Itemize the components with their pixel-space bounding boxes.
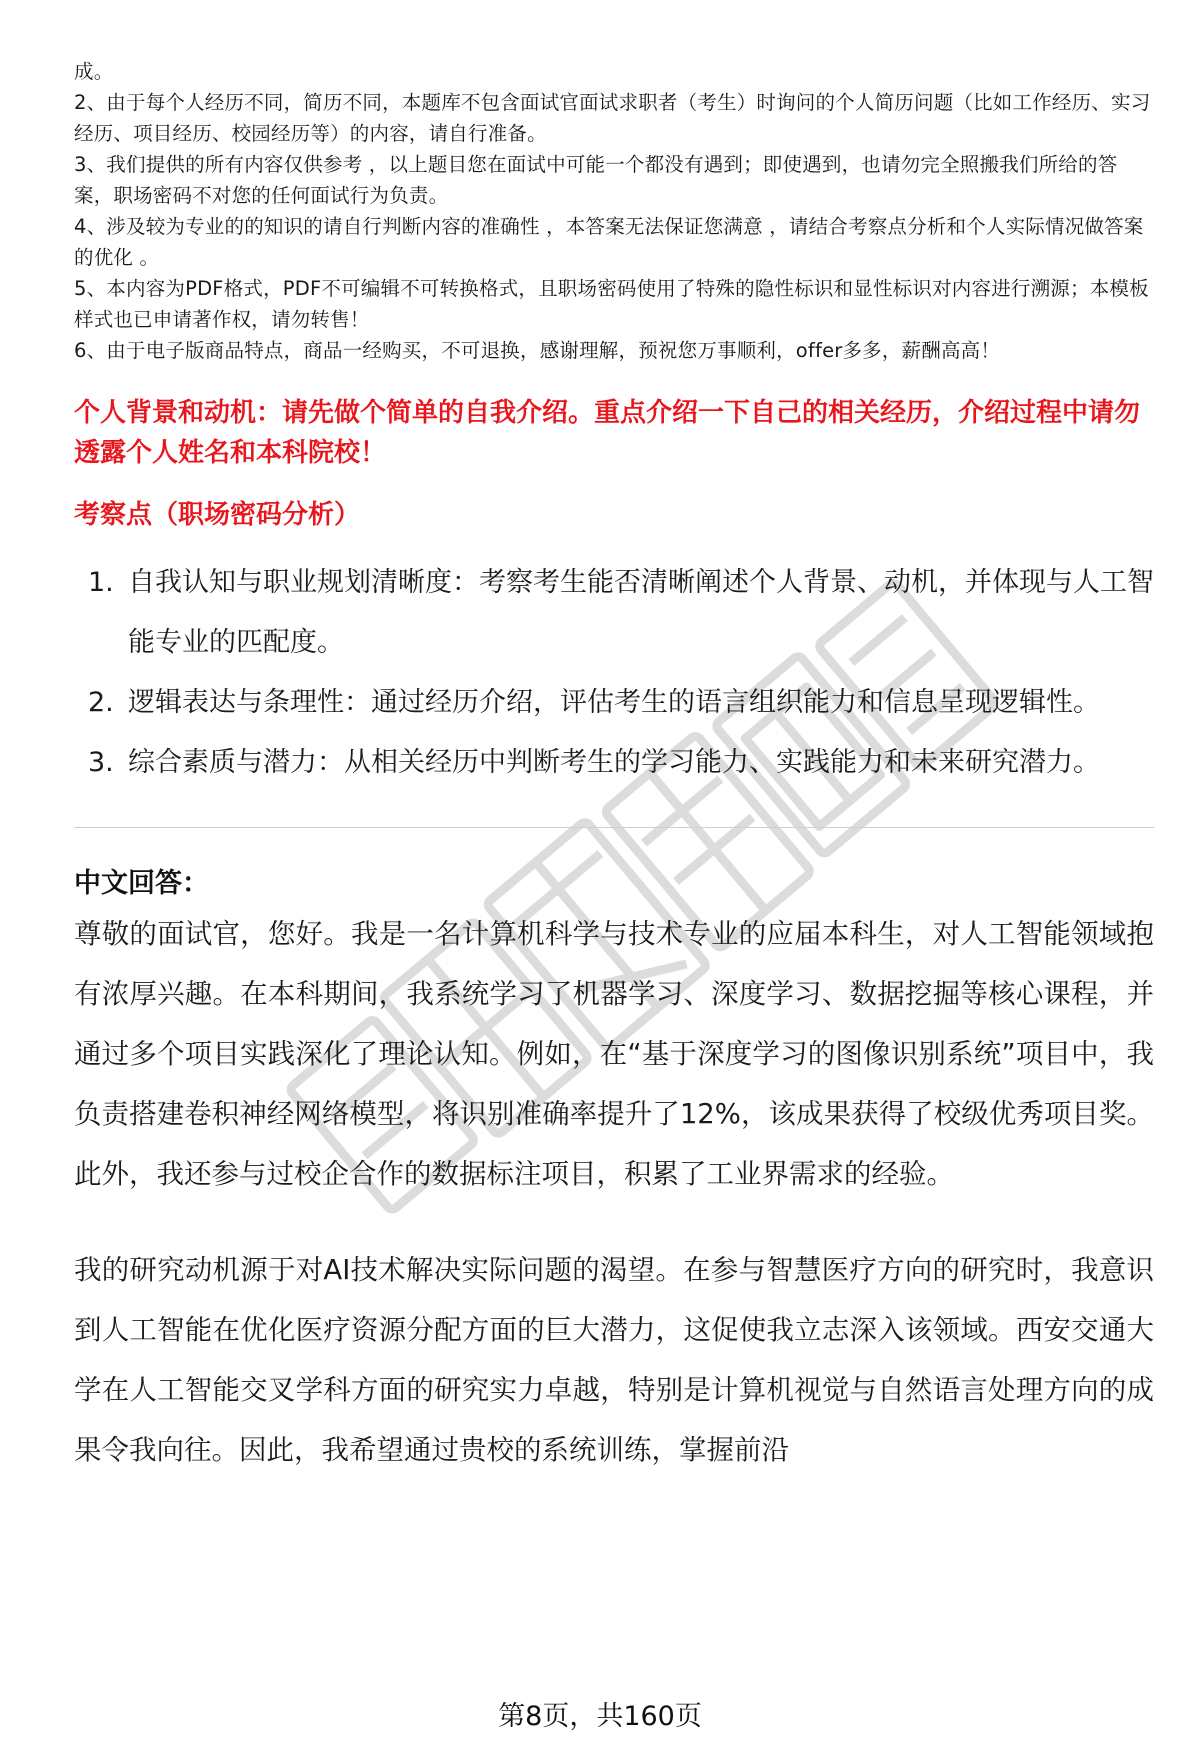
list-item-number: 1.	[88, 567, 114, 598]
list-item	[74, 553, 1154, 673]
question-title: 个人背景和动机：请先做个简单的自我介绍。重点介绍一下自己的相关经历，介绍过程中请勿透露个人姓名和本科院校！	[74, 398, 1141, 468]
note-item: 5、本内容为PDF格式，PDF不可编辑不可转换格式，且职场密码使用了特殊的隐性标识和显性标识对内容进行溯源；本模板样式也已申请著作权，请勿转售！	[74, 277, 1149, 331]
note-item: 6、由于电子版商品特点，商品一经购买，不可退换，感谢理解，预祝您万事顺利，offer多多，薪酬高高！	[74, 339, 1001, 362]
list-item	[74, 673, 1154, 733]
list-item-text: 逻辑表达与条理性：通过经历介绍，评估考生的语言组织能力和信息呈现逻辑性。	[128, 687, 1100, 718]
main-content	[74, 56, 1154, 1480]
section-divider	[74, 827, 1154, 828]
list-item-number: 3.	[88, 747, 114, 778]
note-item: 2、由于每个人经历不同，简历不同，本题库不包含面试官面试求职者（考生）时询问的个人简历问题（比如工作经历、实习经历、项目经历、校园经历等）的内容，请自行准备。	[74, 91, 1151, 145]
note-item: 3、我们提供的所有内容仅供参考 ，以上题目您在面试中可能一个都没有遇到；即使遇到，也请勿完全照搬我们所给的答案，职场密码不对您的任何面试行为负责。	[74, 153, 1118, 207]
page-number: 第8页，共160页	[498, 1701, 702, 1732]
list-item-number: 2.	[88, 687, 114, 718]
note-item: 成。	[74, 60, 114, 83]
answer-paragraph: 我的研究动机源于对AI技术解决实际问题的渴望。在参与智慧医疗方向的研究时，我意识到人工智能在优化医疗资源分配方面的巨大潜力，这促使我立志深入该领域。西安交通大学在人工智能交叉学科方面的研究实力卓越，特别是计算机视觉与自然语言处理方向的成果令我向往。因此，我希望通过贵校的系统训练，掌握前沿	[74, 1254, 1154, 1466]
analysis-points	[74, 553, 1154, 793]
answer-section	[74, 864, 1154, 1480]
answer-title: 中文回答：	[74, 868, 209, 899]
answer-paragraph: 尊敬的面试官，您好。我是一名计算机科学与技术专业的应届本科生，对人工智能领域抱有浓厚兴趣。在本科期间，我系统学习了机器学习、深度学习、数据挖掘等核心课程，并通过多个项目实践深化了理论认知。例如，在“基于深度学习的图像识别系统”项目中，我负责搭建卷积神经网络模型，将识别准确率提升了12%，该成果获得了校级优秀项目奖。此外，我还参与过校企合作的数据标注项目，积累了工业界需求的经验。	[74, 918, 1154, 1190]
notes-list	[74, 56, 1154, 366]
list-item-text: 自我认知与职业规划清晰度：考察考生能否清晰阐述个人背景、动机，并体现与人工智能专业的匹配度。	[128, 567, 1154, 658]
analysis-title: 考察点（职场密码分析）	[74, 500, 361, 530]
list-item-text: 综合素质与潜力：从相关经历中判断考生的学习能力、实践能力和未来研究潜力。	[128, 747, 1100, 778]
list-item	[74, 733, 1154, 793]
note-item: 4、涉及较为专业的的知识的请自行判断内容的准确性 ，本答案无法保证您满意 ，请结合考察点分析和个人实际情况做答案的优化 。	[74, 215, 1144, 269]
